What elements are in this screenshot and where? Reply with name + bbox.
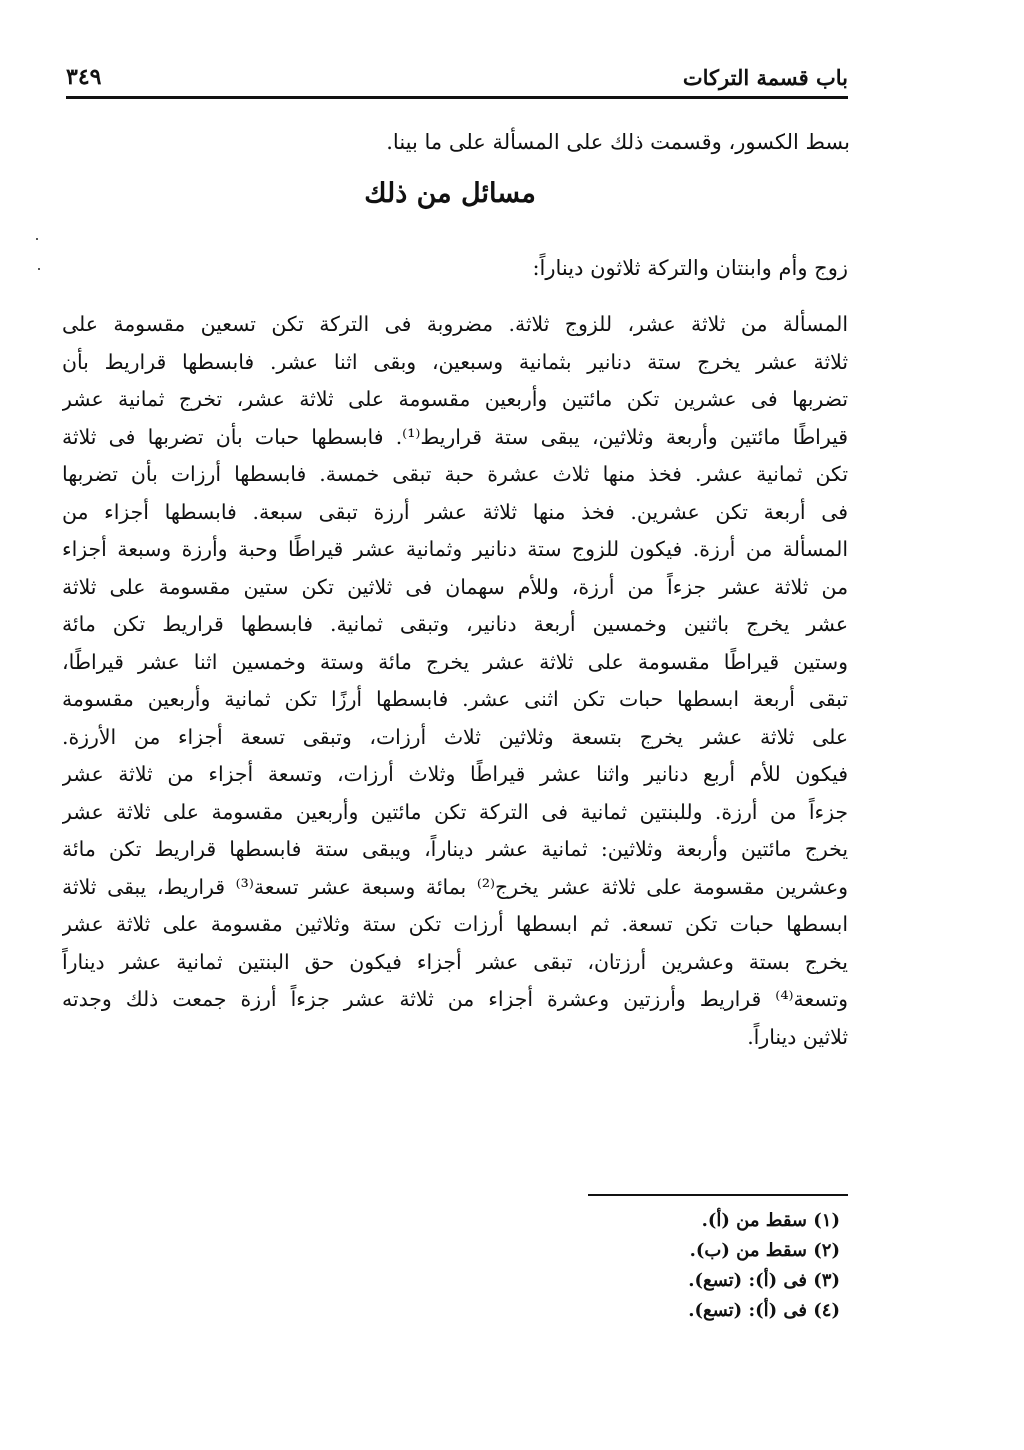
- footnote-rule: [588, 1194, 848, 1196]
- page-number: ٣٤٩: [66, 64, 102, 90]
- body-line: ابسطها حبات تكن تسعة. ثم ابسطها أرزات تكن ستة وثلاثين مقسومة على ثلاثة عشر: [62, 912, 848, 936]
- body-line: يخرج مائتين وأربعة وثلاثين: ثمانية عشر ديناراً، ويبقى ستة فابسطها قراريط تكن مائة: [62, 837, 848, 861]
- footnote-4: (٤) فى (أ): (تسع).: [688, 1300, 840, 1321]
- scan-speck: [38, 268, 40, 270]
- footnotes: [560, 1206, 840, 1326]
- body-line: من ثلاثة عشر جزءاً من أرزة، وللأم سهمان فى ثلاثين تكن ستين مقسومة على ثلاثة: [62, 574, 848, 599]
- intro-line: بسط الكسور، وقسمت ذلك على المسألة على ما بينا.: [386, 130, 850, 154]
- body-line: عشر يخرج باثنين وخمسين أربعة دنانير، وتبقى ثمانية. فابسطها قراريط تكن مائة: [62, 612, 848, 636]
- body-line: المسألة من ثلاثة عشر، للزوج ثلاثة. مضروبة فى التركة تكن تسعين مقسومة على: [62, 312, 848, 336]
- body-line: على ثلاثة عشر يخرج بتسعة وثلاثين ثلاث أرزات، وتبقى تسعة أجزاء من الأرزة.: [62, 724, 848, 749]
- body-line: قيراطًا مائتين وأربعة وثلاثين، يبقى ستة قراريط⁽¹⁾. فابسطها حبات بأن تضربها فى ثلاثة: [62, 424, 848, 449]
- chapter-title: باب قسمة التركات: [682, 64, 848, 90]
- body-line: ثلاثين ديناراً.: [747, 1024, 848, 1049]
- body-line: فى أربعة تكن عشرين. فخذ منها ثلاثة عشر أرزة تبقى سبعة. فابسطها أجزاء من: [62, 499, 848, 524]
- section-heading: مسائل من ذلك: [364, 178, 536, 209]
- page-header: [66, 60, 848, 94]
- body-line: فيكون للأم أربع دنانير واثنا عشر قيراطًا وثلاث أرزات، وتسعة أجزاء من ثلاثة عشر: [62, 762, 848, 786]
- body-line: يخرج بستة وعشرين أرزتان، تبقى عشر أجزاء فيكون حق البنتين ثمانية عشر ديناراً: [62, 949, 848, 974]
- body-line: تضربها فى عشرين تكن مائتين وأربعين مقسومة على ثلاثة عشر، تخرج ثمانية عشر: [62, 387, 848, 411]
- scan-speck: [36, 238, 38, 240]
- body-line: تبقى أربعة ابسطها حبات تكن اثنى عشر. فابسطها أرزًا تكن ثمانية وأربعين مقسومة: [62, 687, 848, 711]
- footnote-3: (٣) فى (أ): (تسع).: [688, 1270, 840, 1291]
- body-line: تكن ثمانية عشر. فخذ منها ثلاث عشرة حبة تبقى خمسة. فابسطها أرزات بأن تضربها: [62, 462, 848, 486]
- body-line: وستين قيراطًا مقسومة على ثلاثة عشر يخرج مائة وستة وخمسين اثنا عشر قيراطًا،: [62, 649, 848, 674]
- header-rule: [66, 96, 848, 99]
- problem-statement: زوج وأم وابنتان والتركة ثلاثون ديناراً:: [532, 256, 848, 280]
- body-line: جزءاً من أرزة. وللبنتين ثمانية فى التركة تكن مائتين وأربعين مقسومة على ثلاثة عشر: [62, 799, 848, 824]
- body-line: وتسعة⁽⁴⁾ قراريط وأرزتين وعشرة أجزاء من ثلاثة عشر جزءاً أرزة جمعت ذلك وجدته: [62, 987, 848, 1011]
- footnote-1: (١) سقط من (أ).: [701, 1210, 840, 1231]
- body-line: وعشرين مقسومة على ثلاثة عشر يخرج⁽²⁾ بمائة وسبعة عشر تسعة⁽³⁾ قراريط، يبقى ثلاثة: [62, 874, 848, 899]
- footnote-2: (٢) سقط من (ب).: [689, 1240, 840, 1261]
- body-line: المسألة من أرزة. فيكون للزوج ستة دنانير وثمانية عشر قيراطًا وحبة وأرزة وسبعة أجزاء: [62, 537, 848, 561]
- body-paragraph: [62, 306, 848, 1056]
- body-line: ثلاثة عشر يخرج ستة دنانير بثمانية وسبعين، وبقى اثنا عشر. فابسطها قراريط بأن: [62, 349, 848, 374]
